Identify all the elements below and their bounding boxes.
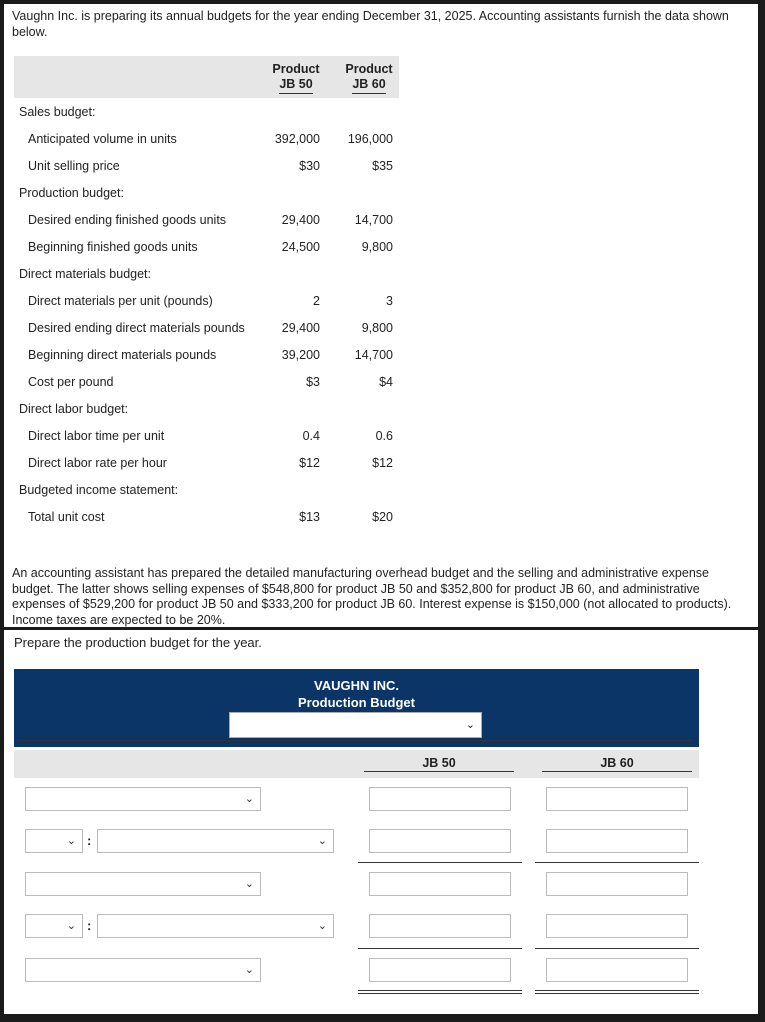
operator-select[interactable]: [25, 829, 83, 853]
subtotal-rule: [358, 948, 522, 949]
amount-input-jb60[interactable]: [546, 958, 688, 982]
line-item-select[interactable]: [25, 958, 261, 982]
amount-input-jb60[interactable]: [546, 787, 688, 811]
period-select[interactable]: [229, 712, 482, 738]
amount-input-jb50[interactable]: [369, 958, 511, 982]
value-jb50: $30: [299, 159, 320, 173]
problem-panel: [4, 4, 758, 627]
amount-input-jb50[interactable]: [369, 829, 511, 853]
chevron-down-icon: ⌄: [317, 835, 327, 847]
colon-separator: :: [87, 833, 92, 848]
line-item-select[interactable]: [25, 872, 261, 896]
value-jb60: 196,000: [347, 132, 393, 146]
value-jb50: $12: [299, 456, 320, 470]
chevron-down-icon: ⌄: [244, 964, 254, 976]
value-jb60: 9,800: [361, 240, 393, 254]
amount-input-jb60[interactable]: [546, 914, 688, 938]
answer-panel: [4, 630, 758, 1014]
row-label: Unit selling price: [28, 159, 120, 173]
total-double-rule: [535, 990, 699, 994]
section-title: Production budget:: [19, 186, 124, 200]
row-label: Beginning finished goods units: [28, 240, 198, 254]
company-name: VAUGHN INC.: [314, 678, 399, 693]
divider: [364, 771, 514, 772]
problem-intro: Vaughn Inc. is preparing its annual budgets for the year ending December 31, 2025. Accounting assistants furnish the data shown below.: [12, 9, 729, 39]
line-item-select[interactable]: [97, 914, 334, 938]
chevron-down-icon: ⌄: [244, 793, 254, 805]
value-jb50: 29,400: [281, 213, 320, 227]
value-jb60: 14,700: [354, 213, 393, 227]
chevron-down-icon: ⌄: [465, 719, 475, 731]
question-prompt: Prepare the production budget for the year.: [14, 635, 262, 650]
row-label: Beginning direct materials pounds: [28, 348, 217, 362]
row-label: Cost per pound: [28, 375, 114, 389]
row-label: Direct labor time per unit: [28, 429, 165, 443]
value-jb50: 24,500: [281, 240, 320, 254]
chevron-down-icon: ⌄: [244, 878, 254, 890]
row-label: Direct materials per unit (pounds): [28, 294, 213, 308]
title-divider: [18, 740, 693, 741]
subtotal-rule: [358, 862, 522, 863]
subtotal-rule: [535, 948, 699, 949]
row-label: Desired ending direct materials pounds: [28, 321, 245, 335]
value-jb50: 392,000: [274, 132, 320, 146]
chevron-down-icon: ⌄: [317, 920, 327, 932]
divider: [542, 771, 692, 772]
value-jb60: $20: [372, 510, 393, 524]
amount-input-jb50[interactable]: [369, 787, 511, 811]
row-label: Desired ending finished goods units: [28, 213, 227, 227]
row-label: Direct labor rate per hour: [28, 456, 167, 470]
value-jb50: 2: [313, 294, 320, 308]
row-label: Total unit cost: [28, 510, 105, 524]
operator-select[interactable]: [25, 914, 83, 938]
budget-title-band: [14, 669, 699, 747]
value-jb60: 3: [386, 294, 393, 308]
line-item-select[interactable]: [97, 829, 334, 853]
value-jb60: 9,800: [361, 321, 393, 335]
value-jb60: 0.6: [375, 429, 393, 443]
colon-separator: :: [87, 918, 92, 933]
column-header-jb50: Product JB 50: [266, 62, 326, 94]
value-jb50: $3: [306, 375, 320, 389]
answer-col-jb60: JB 60: [600, 756, 634, 770]
section-title: Sales budget:: [19, 105, 96, 119]
value-jb60: 14,700: [354, 348, 393, 362]
value-jb60: $35: [372, 159, 393, 173]
budget-title: Production Budget: [298, 695, 415, 710]
value-jb60: $4: [379, 375, 393, 389]
section-title: Direct labor budget:: [19, 402, 129, 416]
row-label: Anticipated volume in units: [28, 132, 177, 146]
value-jb50: $13: [299, 510, 320, 524]
column-header-jb60: Product JB 60: [339, 62, 399, 94]
chevron-down-icon: ⌄: [66, 920, 76, 932]
amount-input-jb60[interactable]: [546, 829, 688, 853]
total-double-rule: [358, 990, 522, 994]
line-item-select[interactable]: [25, 787, 261, 811]
chevron-down-icon: ⌄: [66, 835, 76, 847]
answer-col-jb50: JB 50: [422, 756, 456, 770]
section-title: Direct materials budget:: [19, 267, 152, 281]
amount-input-jb60[interactable]: [546, 872, 688, 896]
value-jb50: 0.4: [302, 429, 320, 443]
value-jb60: $12: [372, 456, 393, 470]
section-title: Budgeted income statement:: [19, 483, 179, 497]
subtotal-rule: [535, 862, 699, 863]
value-jb50: 29,400: [281, 321, 320, 335]
value-jb50: 39,200: [281, 348, 320, 362]
amount-input-jb50[interactable]: [369, 914, 511, 938]
problem-paragraph: An accounting assistant has prepared the detailed manufacturing overhead budget and the selling and administrative expense budget. The latter shows selling expenses of $548,800 for product JB 50 and $352,800 for product JB 60, and administrative expenses of $529,200 for product JB 50 and $333,200 for product JB 60. Interest expense is $150,000 (not allocated to products). Income taxes are expected to be 20%.: [12, 566, 732, 627]
amount-input-jb50[interactable]: [369, 872, 511, 896]
